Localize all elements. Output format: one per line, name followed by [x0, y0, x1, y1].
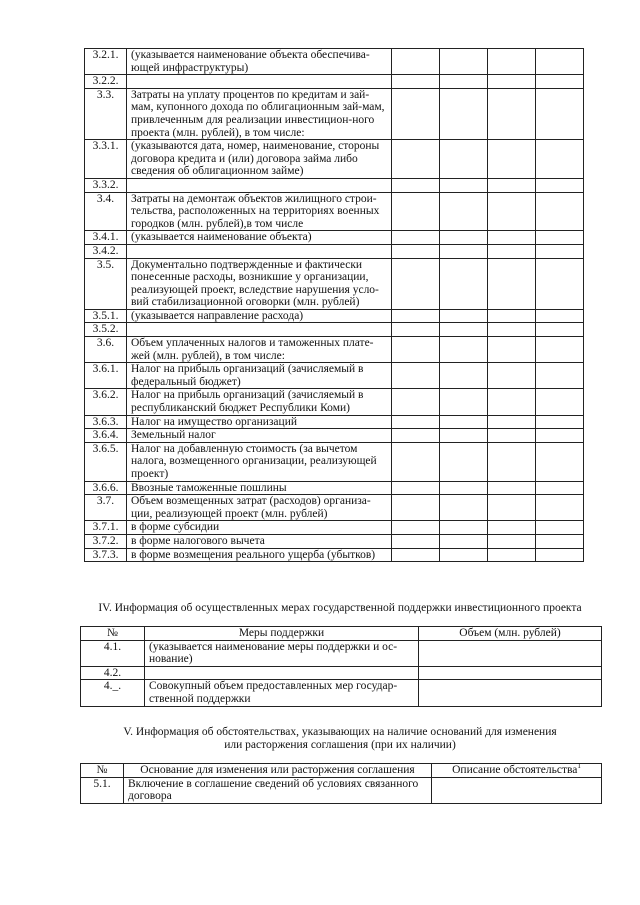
row-number: 3.4.2.	[85, 244, 127, 258]
col-header-volume: Объем (млн. рублей)	[419, 627, 602, 641]
table-row	[85, 429, 584, 443]
table-support-measures	[80, 626, 602, 707]
value-cell	[392, 495, 440, 521]
value-cell	[392, 415, 440, 429]
table4-body	[81, 640, 602, 706]
value-cell	[440, 231, 488, 245]
table-row	[85, 88, 584, 139]
value-cell	[488, 258, 536, 309]
col-header-number: №	[81, 764, 124, 778]
value-cell	[536, 178, 584, 192]
table-row	[85, 178, 584, 192]
value-cell	[536, 258, 584, 309]
value-cell	[536, 363, 584, 389]
row-number: 4.2.	[81, 666, 145, 680]
row-number: 3.3.2.	[85, 178, 127, 192]
value-cell	[488, 429, 536, 443]
value-cell	[536, 244, 584, 258]
table-row	[85, 140, 584, 179]
row-number: 3.7.2.	[85, 534, 127, 548]
table-row	[85, 258, 584, 309]
table-row	[85, 521, 584, 535]
row-description: Документально подтвержденные и фактически понесенные расходы, возникшие у организации, реализующей проект, вследствие нарушения усло-вий стабилизационной оговорки (млн. рублей)	[127, 258, 392, 309]
value-cell	[440, 258, 488, 309]
row-number: 5.1.	[81, 777, 124, 803]
row-description: (указываются дата, номер, наименование, стороны договора кредита и (или) договора займа либо сведения об облигационном займе)	[127, 140, 392, 179]
value-cell	[536, 389, 584, 415]
value-cell	[440, 88, 488, 139]
row-number: 3.5.1.	[85, 309, 127, 323]
value-cell	[440, 178, 488, 192]
row-description	[127, 323, 392, 337]
row-description: Затраты на демонтаж объектов жилищного строи-тельства, расположенных на территориях военных городков (млн. рублей),в том числе	[127, 192, 392, 231]
value-cell	[440, 521, 488, 535]
value-cell	[392, 323, 440, 337]
value-cell	[392, 363, 440, 389]
value-cell	[392, 534, 440, 548]
row-number: 3.6.1.	[85, 363, 127, 389]
value-cell	[392, 192, 440, 231]
table-section3-continued	[84, 48, 584, 562]
table-row	[85, 49, 584, 75]
table-row	[85, 495, 584, 521]
value-cell	[488, 140, 536, 179]
value-cell	[488, 178, 536, 192]
value-cell	[488, 244, 536, 258]
table-row	[85, 192, 584, 231]
value-cell	[536, 88, 584, 139]
row-measure: Совокупный объем предоставленных мер государ-ственной поддержки	[145, 680, 419, 706]
table-row	[85, 231, 584, 245]
value-cell	[536, 75, 584, 89]
row-description: (указывается наименование объекта обеспечива-ющей инфраструктуры)	[127, 49, 392, 75]
footnote-marker: 1	[577, 762, 581, 771]
col-header-description	[432, 764, 602, 778]
value-cell	[536, 231, 584, 245]
col-header-basis: Основание для изменения или расторжения соглашения	[124, 764, 432, 778]
col-header-number: №	[81, 627, 145, 641]
row-circumstance	[432, 777, 602, 803]
value-cell	[440, 75, 488, 89]
section-5-heading	[60, 726, 620, 751]
value-cell	[392, 548, 440, 562]
table-termination-grounds	[80, 763, 602, 804]
value-cell	[488, 75, 536, 89]
table-row	[85, 415, 584, 429]
value-cell	[488, 521, 536, 535]
description-header-text: Описание обстоятельства	[452, 764, 578, 776]
row-number: 3.6.4.	[85, 429, 127, 443]
value-cell	[536, 534, 584, 548]
value-cell	[488, 49, 536, 75]
row-volume	[419, 680, 602, 706]
table4-header-row	[81, 627, 602, 641]
value-cell	[440, 534, 488, 548]
table-row	[85, 481, 584, 495]
row-measure: (указывается наименование меры поддержки и ос-нование)	[145, 640, 419, 666]
value-cell	[488, 442, 536, 481]
value-cell	[488, 231, 536, 245]
value-cell	[488, 481, 536, 495]
value-cell	[440, 49, 488, 75]
value-cell	[536, 495, 584, 521]
table-row	[85, 337, 584, 363]
row-number: 3.7.	[85, 495, 127, 521]
value-cell	[488, 192, 536, 231]
value-cell	[440, 442, 488, 481]
row-description: в форме налогового вычета	[127, 534, 392, 548]
table-row	[85, 442, 584, 481]
value-cell	[440, 140, 488, 179]
row-number: 4._.	[81, 680, 145, 706]
value-cell	[392, 231, 440, 245]
value-cell	[536, 548, 584, 562]
value-cell	[536, 49, 584, 75]
table5-header-row	[81, 764, 602, 778]
row-number: 3.6.3.	[85, 415, 127, 429]
row-description: Затраты на уплату процентов по кредитам и зай-мам, купонного дохода по облигационным зай-мам, привлеченным для реализации инвестицион-ного проекта (млн. рублей), в том числе:	[127, 88, 392, 139]
row-volume	[419, 666, 602, 680]
row-number: 3.6.5.	[85, 442, 127, 481]
row-number: 3.5.	[85, 258, 127, 309]
row-number: 3.3.1.	[85, 140, 127, 179]
value-cell	[392, 389, 440, 415]
table-row	[85, 323, 584, 337]
table5-body	[81, 777, 602, 803]
row-number: 3.4.	[85, 192, 127, 231]
value-cell	[440, 323, 488, 337]
value-cell	[392, 75, 440, 89]
value-cell	[392, 258, 440, 309]
row-description	[127, 244, 392, 258]
value-cell	[536, 323, 584, 337]
row-description	[127, 75, 392, 89]
row-description: Налог на прибыль организаций (зачисляемый в федеральный бюджет)	[127, 363, 392, 389]
table3-body	[85, 49, 584, 562]
value-cell	[488, 323, 536, 337]
row-number: 3.5.2.	[85, 323, 127, 337]
value-cell	[536, 521, 584, 535]
value-cell	[440, 244, 488, 258]
value-cell	[536, 140, 584, 179]
value-cell	[488, 337, 536, 363]
value-cell	[392, 337, 440, 363]
value-cell	[488, 548, 536, 562]
table-row	[85, 309, 584, 323]
row-description: в форме возмещения реального ущерба (убытков)	[127, 548, 392, 562]
value-cell	[536, 429, 584, 443]
value-cell	[440, 363, 488, 389]
value-cell	[440, 192, 488, 231]
value-cell	[392, 140, 440, 179]
row-description: Налог на прибыль организаций (зачисляемый в республиканский бюджет Республики Коми)	[127, 389, 392, 415]
value-cell	[392, 88, 440, 139]
value-cell	[440, 389, 488, 415]
value-cell	[440, 495, 488, 521]
row-description: Налог на добавленную стоимость (за вычетом налога, возмещенного организации, реализующей проект)	[127, 442, 392, 481]
value-cell	[488, 88, 536, 139]
row-number: 3.6.2.	[85, 389, 127, 415]
value-cell	[392, 481, 440, 495]
table-row	[85, 389, 584, 415]
row-number: 3.6.	[85, 337, 127, 363]
table-row	[85, 75, 584, 89]
row-description: Объем возмещенных затрат (расходов) организа-ции, реализующей проект (млн. рублей)	[127, 495, 392, 521]
value-cell	[392, 429, 440, 443]
row-number: 3.4.1.	[85, 231, 127, 245]
value-cell	[392, 521, 440, 535]
row-description: (указывается наименование объекта)	[127, 231, 392, 245]
value-cell	[440, 481, 488, 495]
table-row	[85, 534, 584, 548]
table-row	[81, 640, 602, 666]
section-5-heading-line1: V. Информация об обстоятельствах, указывающих на наличие оснований для изменения	[123, 726, 557, 738]
value-cell	[536, 481, 584, 495]
row-description	[127, 178, 392, 192]
value-cell	[440, 415, 488, 429]
value-cell	[488, 389, 536, 415]
value-cell	[488, 415, 536, 429]
row-description: Налог на имущество организаций	[127, 415, 392, 429]
value-cell	[536, 192, 584, 231]
row-description: в форме субсидии	[127, 521, 392, 535]
table-row	[85, 548, 584, 562]
table-row	[81, 680, 602, 706]
value-cell	[392, 178, 440, 192]
row-description: Объем уплаченных налогов и таможенных плате-жей (млн. рублей), в том числе:	[127, 337, 392, 363]
value-cell	[440, 429, 488, 443]
value-cell	[536, 309, 584, 323]
row-number: 3.7.3.	[85, 548, 127, 562]
table-row	[81, 666, 602, 680]
value-cell	[488, 495, 536, 521]
value-cell	[536, 415, 584, 429]
value-cell	[488, 534, 536, 548]
value-cell	[488, 363, 536, 389]
value-cell	[440, 337, 488, 363]
value-cell	[392, 442, 440, 481]
table-row	[81, 777, 602, 803]
col-header-measures: Меры поддержки	[145, 627, 419, 641]
row-number: 3.2.2.	[85, 75, 127, 89]
row-basis: Включение в соглашение сведений об условиях связанного договора	[124, 777, 432, 803]
row-number: 3.3.	[85, 88, 127, 139]
row-description: (указывается направление расхода)	[127, 309, 392, 323]
row-description: Земельный налог	[127, 429, 392, 443]
row-measure	[145, 666, 419, 680]
value-cell	[536, 442, 584, 481]
row-number: 4.1.	[81, 640, 145, 666]
value-cell	[392, 244, 440, 258]
section-5-heading-line2: или расторжения соглашения (при их наличии)	[224, 738, 456, 751]
value-cell	[392, 49, 440, 75]
row-number: 3.7.1.	[85, 521, 127, 535]
value-cell	[536, 337, 584, 363]
row-volume	[419, 640, 602, 666]
value-cell	[488, 309, 536, 323]
row-number: 3.2.1.	[85, 49, 127, 75]
table-row	[85, 244, 584, 258]
value-cell	[392, 309, 440, 323]
section-4-heading: IV. Информация об осуществленных мерах государственной поддержки инвестиционного проекта	[98, 602, 582, 614]
table-row	[85, 363, 584, 389]
row-description: Ввозные таможенные пошлины	[127, 481, 392, 495]
row-number: 3.6.6.	[85, 481, 127, 495]
value-cell	[440, 309, 488, 323]
value-cell	[440, 548, 488, 562]
